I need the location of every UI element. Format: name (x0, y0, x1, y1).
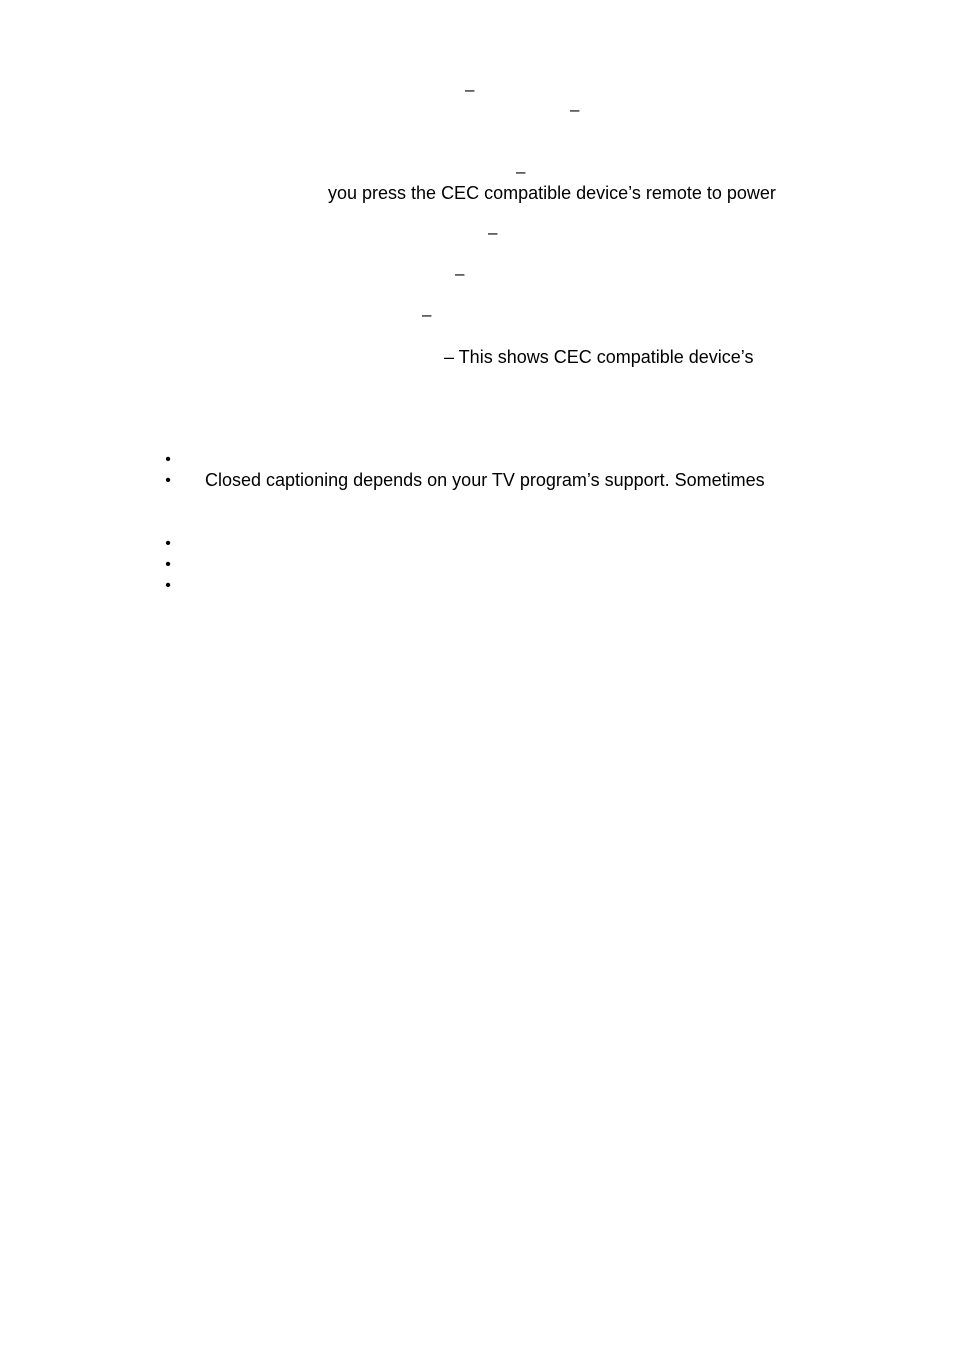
dash-fragment: – (465, 80, 475, 99)
dash-fragment: – (455, 264, 465, 283)
bullet-marker: • (165, 472, 171, 489)
dash-fragment: – (488, 223, 498, 242)
dash-fragment: – (516, 162, 526, 181)
text-line-shows: – This shows CEC compatible device’s (444, 347, 754, 367)
bullet-text-closed-captioning: Closed captioning depends on your TV program’s support. Sometimes (205, 470, 765, 490)
text-line-remote: you press the CEC compatible device’s remote to power (328, 183, 776, 203)
bullet-marker: • (165, 577, 171, 594)
bullet-marker: • (165, 451, 171, 468)
bullet-marker: • (165, 556, 171, 573)
bullet-marker: • (165, 535, 171, 552)
dash-fragment: – (422, 305, 432, 324)
dash-fragment: – (570, 100, 580, 119)
